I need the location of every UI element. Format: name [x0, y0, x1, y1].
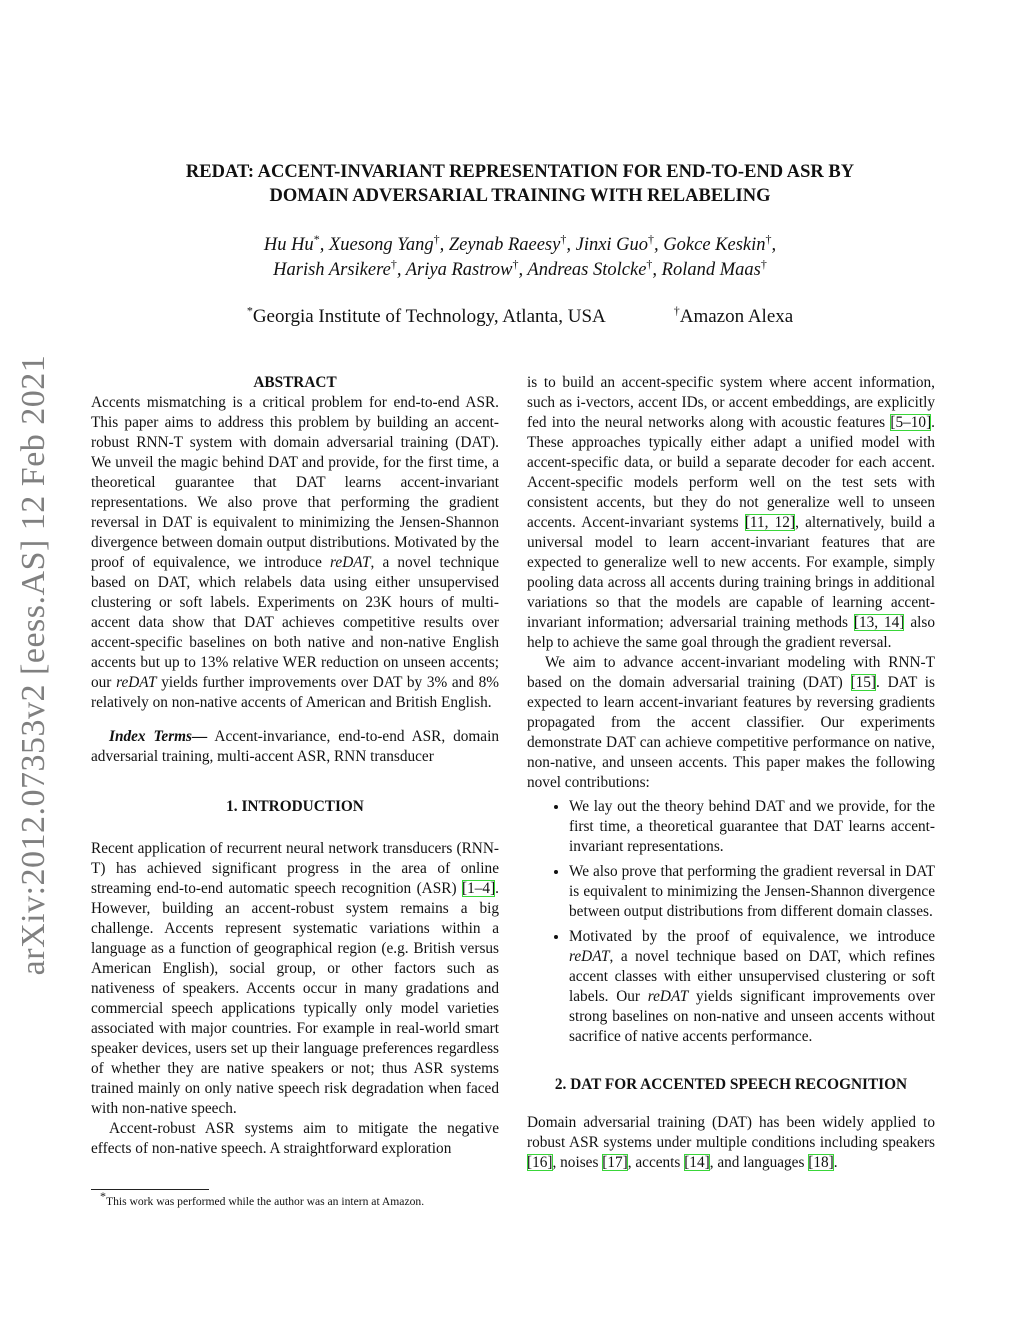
- abstract-text: [91, 393, 499, 713]
- author-name: Hu Hu: [263, 235, 314, 255]
- author-separator: ,: [396, 260, 406, 280]
- author-name: Harish Arsikere: [273, 260, 391, 280]
- abstract-text-part: , a novel technique based on DAT, which relabels data using either unsupervised clustering or soft labels. Experiments on 23K hours of multi-accent data show that DAT achieves competitive results over accent-specific baselines on both native and non-native English accents but up to 13% relative WER reduction on unseen accents; our: [91, 554, 499, 691]
- citation-link[interactable]: [16]: [527, 1154, 553, 1171]
- affiliation-mark: †: [560, 231, 567, 246]
- author-separator: ,: [518, 260, 528, 280]
- citation-link[interactable]: [1–4]: [462, 880, 496, 897]
- author-name: Gokce Keskin: [663, 235, 766, 255]
- title-line-2: DOMAIN ADVERSARIAL TRAINING WITH RELABELING: [269, 186, 771, 206]
- citation-link[interactable]: [17]: [602, 1154, 628, 1171]
- left-column: [91, 373, 499, 1159]
- arxiv-identifier: arXiv:2012.07353v2 [eess.AS] 12 Feb 2021: [15, 354, 52, 976]
- text-part: . DAT is expected to learn accent-invariant features by reversing gradients propagated from the accent classifier. Our experiments demonstrate DAT can achieve competitive performance on native, non-native, and unseen accents. This paper makes the following novel contributions:: [527, 674, 935, 791]
- author-name: Andreas Stolcke: [527, 260, 647, 280]
- author-separator: ,: [652, 260, 662, 280]
- text-part: is to build an accent-specific system where accent information, such as i-vectors, accent IDs, or accent embeddings, are explicitly fed into the neural networks along with acoustic features: [527, 374, 935, 431]
- footnote-text: This work was performed while the author was an intern at Amazon.: [106, 1195, 425, 1208]
- author-line-1: [100, 233, 940, 258]
- footnote-mark: *: [100, 1189, 106, 1204]
- author-name: Jinxi Guo: [575, 235, 649, 255]
- text-part: .: [833, 1154, 838, 1171]
- affiliation-mark: †: [760, 256, 767, 271]
- text-part: , accents: [627, 1154, 685, 1171]
- citation-link[interactable]: [18]: [808, 1154, 834, 1171]
- author-separator: ,: [319, 235, 329, 255]
- citation-link[interactable]: [11, 12]: [744, 514, 796, 531]
- index-terms: [91, 727, 499, 767]
- author-separator: ,: [439, 235, 449, 255]
- affiliation-mark: †: [646, 256, 653, 271]
- title-line-1: REDAT: ACCENT-INVARIANT REPRESENTATION FOR END-TO-END ASR BY: [185, 162, 855, 182]
- author-separator: ,: [566, 235, 576, 255]
- abstract-text-part: Accents mismatching is a critical problem for end-to-end ASR. This paper aims to address this problem by building an accent-robust RNN-T system with domain adversarial training (DAT). We unveil the magic behind DAT and provide, for the first time, a theoretical guarantee that DAT learns accent-invariant representations. We also prove that performing the gradient reversal in DAT is equivalent to minimizing the Jensen-Shannon divergence between domain output distributions. Motivated by the proof of equivalence, we introduce: [91, 394, 499, 571]
- author-line-2: [100, 258, 940, 283]
- section-2-heading: 2. DAT FOR ACCENTED SPEECH RECOGNITION: [554, 1076, 908, 1093]
- abstract-text-part: yields further improvements over DAT by 3% and 8% relatively on non-native accents of American and British English.: [91, 674, 500, 711]
- contribution-item: • We lay out the theory behind DAT and we provide, for the first time, a theoretical guarantee that DAT learns accent-invariant representations.: [569, 797, 935, 857]
- citation-link[interactable]: [15]: [850, 674, 876, 691]
- section-1-heading: 1. INTRODUCTION: [226, 798, 364, 815]
- redat-term: reDAT: [569, 948, 610, 965]
- author-name: Ariya Rastrow: [405, 260, 513, 280]
- affiliation-mark: †: [390, 256, 397, 271]
- contribution-item: • We also prove that performing the gradient reversal in DAT is equivalent to minimizing the Jensen-Shannon divergence between output distributions from different domain classes.: [569, 862, 935, 922]
- text-part: Domain adversarial training (DAT) has been widely applied to robust ASR systems under multiple conditions including speakers: [527, 1114, 935, 1151]
- affiliation-georgia-tech: Georgia Institute of Technology, Atlanta, USA: [252, 306, 606, 327]
- text-part: We aim to advance accent-invariant modeling with RNN-T based on the domain adversarial training (DAT): [527, 654, 935, 691]
- author-name: Roland Maas: [661, 260, 761, 280]
- text-part: , and languages: [709, 1154, 809, 1171]
- intro-paragraph-3: [527, 373, 935, 653]
- footnote: [100, 1189, 425, 1209]
- section-2-paragraph: [527, 1113, 935, 1173]
- abstract-heading: ABSTRACT: [253, 374, 337, 391]
- author-name: Zeynab Raeesy: [448, 235, 561, 255]
- affiliation-mark: †: [673, 303, 680, 318]
- text-part: , noises: [552, 1154, 603, 1171]
- redat-term: reDAT: [647, 988, 689, 1005]
- author-list: [100, 233, 940, 283]
- affiliation-amazon: Amazon Alexa: [679, 306, 794, 327]
- affiliation-mark: †: [765, 231, 772, 246]
- author-separator: ,: [654, 235, 664, 255]
- affiliation-mark: †: [433, 231, 440, 246]
- redat-term: reDAT: [116, 674, 157, 691]
- index-terms-label: Index Terms—: [109, 728, 208, 745]
- citation-link[interactable]: [14]: [684, 1154, 710, 1171]
- index-terms-text: Accent-invariance, end-to-end ASR, domain adversarial training, multi-accent ASR, RNN transducer: [91, 728, 499, 765]
- text-part: . However, building an accent-robust system remains a big challenge. Accents represent systematic variations within a language as a function of geographical region (e.g. British versus American English), social group, or other factors such as nativeness of speakers. Accents occur in many gradations and commercial speech applications typically only model varieties associated with major countries. For example in real-world smart speaker devices, users set up their language preferences regardless of whether they are native speakers or not; thus ASR systems trained mainly on only native speech risk degradation when faced with non-native speech.: [91, 880, 499, 1117]
- contribution-item: [569, 927, 935, 1047]
- text-part: yields significant improvements over strong baselines on non-native and unseen accents without sacrifice of native accents performance.: [569, 988, 935, 1045]
- text-part: , a novel technique based on DAT, which refines accent classes with either unsupervised clustering or soft labels. Our: [569, 948, 935, 1005]
- author-separator: ,: [771, 235, 777, 255]
- footnote-rule: [91, 1189, 209, 1190]
- arxiv-sidebar-stamp: [8, 348, 60, 983]
- affiliations: [100, 305, 940, 329]
- text-part: Recent application of recurrent neural network transducers (RNN-T) has achieved significant progress in the area of online streaming end-to-end automatic speech recognition (ASR): [91, 840, 499, 897]
- affiliation-mark: *: [246, 303, 253, 318]
- affiliation-mark: †: [512, 256, 519, 271]
- redat-term: reDAT: [330, 554, 371, 571]
- intro-paragraph-2: Accent-robust ASR systems aim to mitigate the negative effects of non-native speech. A straightforward exploration: [91, 1120, 499, 1157]
- affiliation-mark: *: [313, 231, 320, 246]
- affiliation-mark: †: [648, 231, 655, 246]
- paper-title: [100, 160, 940, 208]
- text-part: , alternatively, build a universal model to learn accent-invariant features that are expected to generalize well to new accents. For example, simply pooling data across all accents during training brings in additional variations so that the models are capable of learning accent-invariant information; adversarial training methods: [527, 514, 935, 631]
- contributions-list: [527, 797, 935, 1047]
- text-part: . These approaches typically either adapt a unified model with accent-specific data, or build a separate decoder for each accent. Accent-specific models perform well on the test sets with consistent accents, but they do not generalize well to unseen accents. Accent-invariant systems: [527, 414, 935, 531]
- text-part: also help to achieve the same goal through the gradient reversal.: [527, 614, 935, 651]
- citation-link[interactable]: [5–10]: [890, 414, 932, 431]
- author-name: Xuesong Yang: [328, 235, 434, 255]
- text-part: Motivated by the proof of equivalence, we introduce: [569, 928, 935, 945]
- intro-paragraph-4: [527, 653, 935, 793]
- intro-paragraph-1: [91, 839, 499, 1119]
- citation-link[interactable]: [13, 14]: [853, 614, 905, 631]
- right-column: [527, 373, 935, 1173]
